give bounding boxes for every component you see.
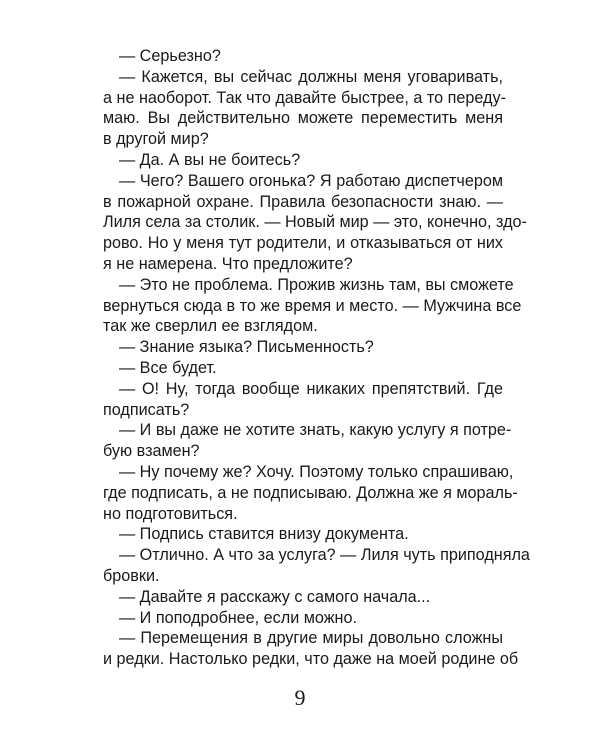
text-line: вернуться сюда в то же время и место. — Мужчина все bbox=[103, 296, 522, 315]
text-line: — Отлично. А что за услуга? — Лиля чуть приподняла bbox=[119, 546, 530, 565]
text-line: — Да. А вы не боитесь? bbox=[119, 150, 301, 169]
text-line: я не намерена. Что предложите? bbox=[103, 254, 353, 273]
text-line: — О! Ну, тогда вообще никаких препятствий. Где bbox=[119, 379, 503, 398]
text-line: и редки. Настолько редки, что даже на моей родине об bbox=[103, 650, 519, 669]
text-line: — Знание языка? Письменность? bbox=[119, 338, 374, 357]
text-line: — И вы даже не хотите знать, какую услугу я потре- bbox=[119, 421, 512, 440]
text-line: бровки. bbox=[103, 566, 160, 585]
text-line: — И поподробнее, если можно. bbox=[119, 608, 357, 627]
text-line: Лиля села за столик. — Новый мир — это, конечно, здо- bbox=[103, 213, 527, 232]
text-line: — Перемещения в другие миры довольно сложны bbox=[119, 629, 503, 648]
page-number: 9 bbox=[294, 685, 306, 710]
text-line: но подготовиться. bbox=[103, 504, 238, 523]
text-line: — Это не проблема. Прожив жизнь там, вы сможете bbox=[119, 275, 514, 294]
text-line: в пожарной охране. Правила безопасности знаю. — bbox=[103, 192, 503, 211]
text-line: — Чего? Вашего огонька? Я работаю диспетчером bbox=[119, 171, 503, 190]
text-line: — Давайте я расскажу с самого начала... bbox=[119, 587, 431, 606]
text-line: — Все будет. bbox=[119, 358, 217, 377]
text-line: — Кажется, вы сейчас должны меня уговаривать, bbox=[119, 67, 503, 86]
text-line: в другой мир? bbox=[103, 130, 209, 149]
text-line: маю. Вы действительно можете переместить меня bbox=[103, 109, 503, 128]
text-line: подписать? bbox=[103, 400, 190, 419]
text-line: — Подпись ставится внизу документа. bbox=[119, 525, 409, 544]
text-line: рово. Но у меня тут родители, и отказываться от них bbox=[103, 234, 503, 253]
body-text bbox=[103, 46, 530, 670]
text-line: — Серьезно? bbox=[119, 47, 221, 65]
text-line: а не наоборот. Так что давайте быстрее, а то переду- bbox=[103, 88, 506, 107]
text-line: — Ну почему же? Хочу. Поэтому только спрашиваю, bbox=[119, 462, 514, 481]
text-line: бую взамен? bbox=[103, 442, 200, 461]
text-line: так же сверлил ее взглядом. bbox=[103, 317, 318, 336]
text-line: где подписать, а не подписываю. Должна же я мораль- bbox=[103, 483, 518, 502]
